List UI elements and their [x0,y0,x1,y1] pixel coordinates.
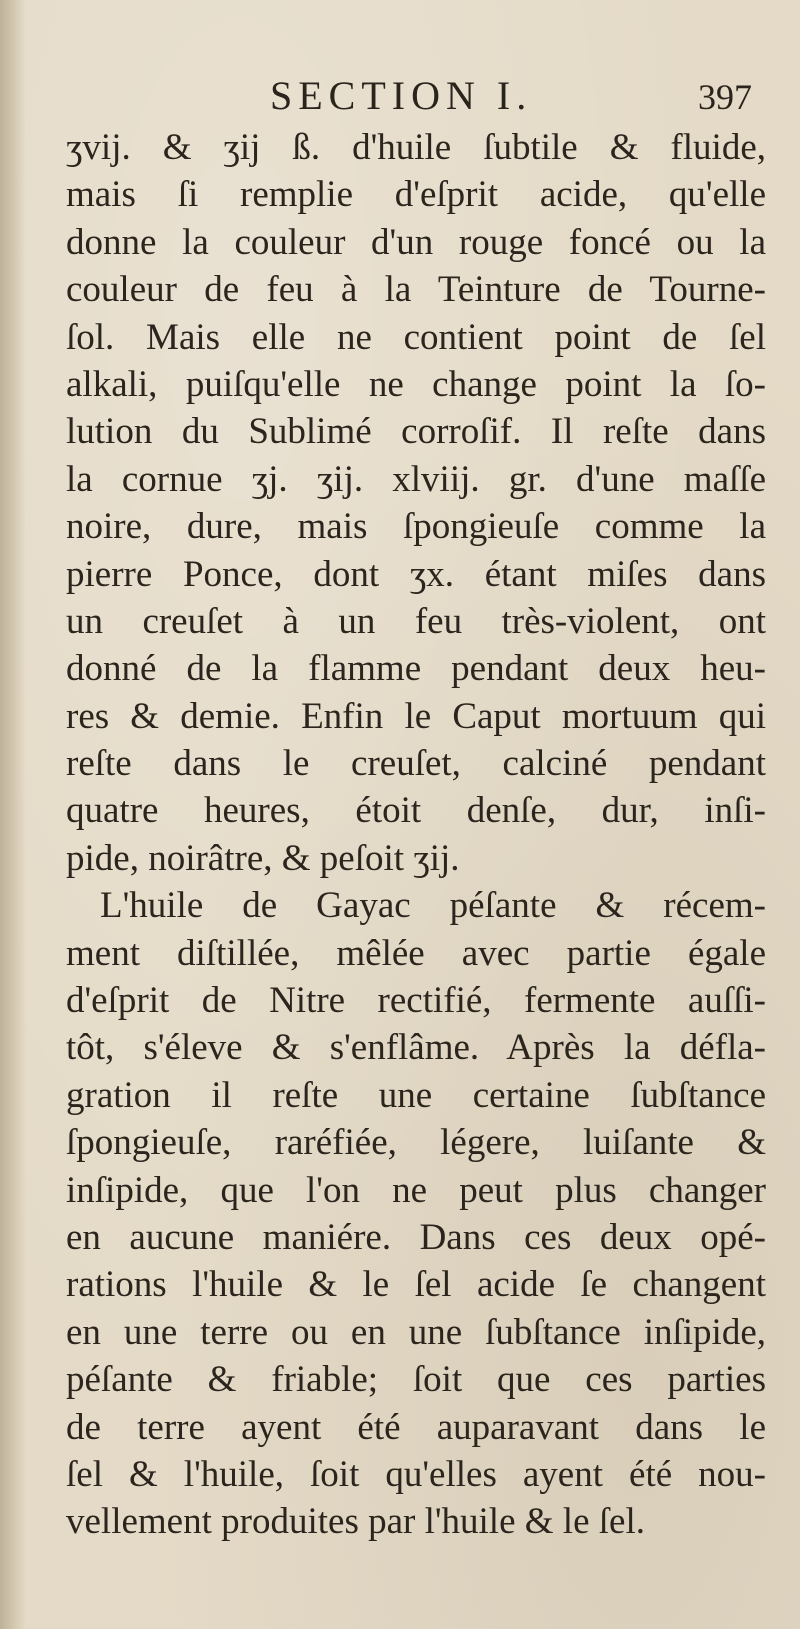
text-line: ſpongieuſe, raréfiée, légere, luiſante & [66,1122,766,1164]
text-line: donne la couleur d'un rouge foncé ou la [66,221,766,263]
text-line: vellement produites par l'huile & le ſel. [66,1501,645,1543]
body-text [66,124,766,1546]
text-line: de terre ayent été auparavant dans le [66,1406,766,1448]
text-line: ſel & l'huile, ſoit qu'elles ayent été nou- [66,1453,766,1495]
text-line: en une terre ou en une ſubſtance inſipide, [66,1311,766,1353]
page-number: 397 [698,77,752,117]
page-gutter-shadow [0,0,26,1629]
text-line: mais ſi remplie d'eſprit acide, qu'elle [66,174,766,216]
text-line: en aucune maniére. Dans ces deux opé- [66,1216,766,1258]
text-line: alkali, puiſqu'elle ne change point la ſo- [66,363,766,405]
running-head: SECTION I. [270,73,533,118]
text-line: quatre heures, étoit denſe, dur, inſi- [66,790,766,832]
text-line: donné de la flamme pendant deux heu- [66,648,766,690]
text-line: couleur de feu à la Teinture de Tourne- [66,269,766,311]
text-line: un creuſet à un feu très-violent, ont [66,600,766,642]
text-line: pide, noirâtre, & peſoit ʒij. [66,837,460,879]
text-line: péſante & friable; ſoit que ces parties [66,1359,766,1401]
text-line: ment diſtillée, mêlée avec partie égale [66,932,766,974]
page-header [220,72,760,122]
text-line: rations l'huile & le ſel acide ſe changent [66,1264,766,1306]
text-line: pierre Ponce, dont ʒx. étant miſes dans [66,553,766,595]
text-line: noire, dure, mais ſpongieuſe comme la [66,506,766,548]
text-line: d'eſprit de Nitre rectifié, fermente auſſi- [66,980,766,1022]
text-line: res & demie. Enfin le Caput mortuum qui [66,695,766,737]
text-line: lution du Sublimé corroſif. Il reſte dans [66,411,766,453]
text-line: ſol. Mais elle ne contient point de ſel [66,316,766,358]
text-line: reſte dans le creuſet, calciné pendant [66,743,766,785]
text-line: ʒvij. & ʒij ß. d'huile ſubtile & fluide, [66,127,766,168]
text-line: la cornue ʒj. ʒij. xlviij. gr. d'une maſſe [66,458,766,500]
text-line: gration il reſte une certaine ſubſtance [66,1074,766,1116]
text-line: tôt, s'éleve & s'enflâme. Après la défla- [66,1027,766,1069]
text-line: inſipide, que l'on ne peut plus changer [66,1169,766,1211]
paragraph-start-line: L'huile de Gayac péſante & récem- [100,885,766,927]
